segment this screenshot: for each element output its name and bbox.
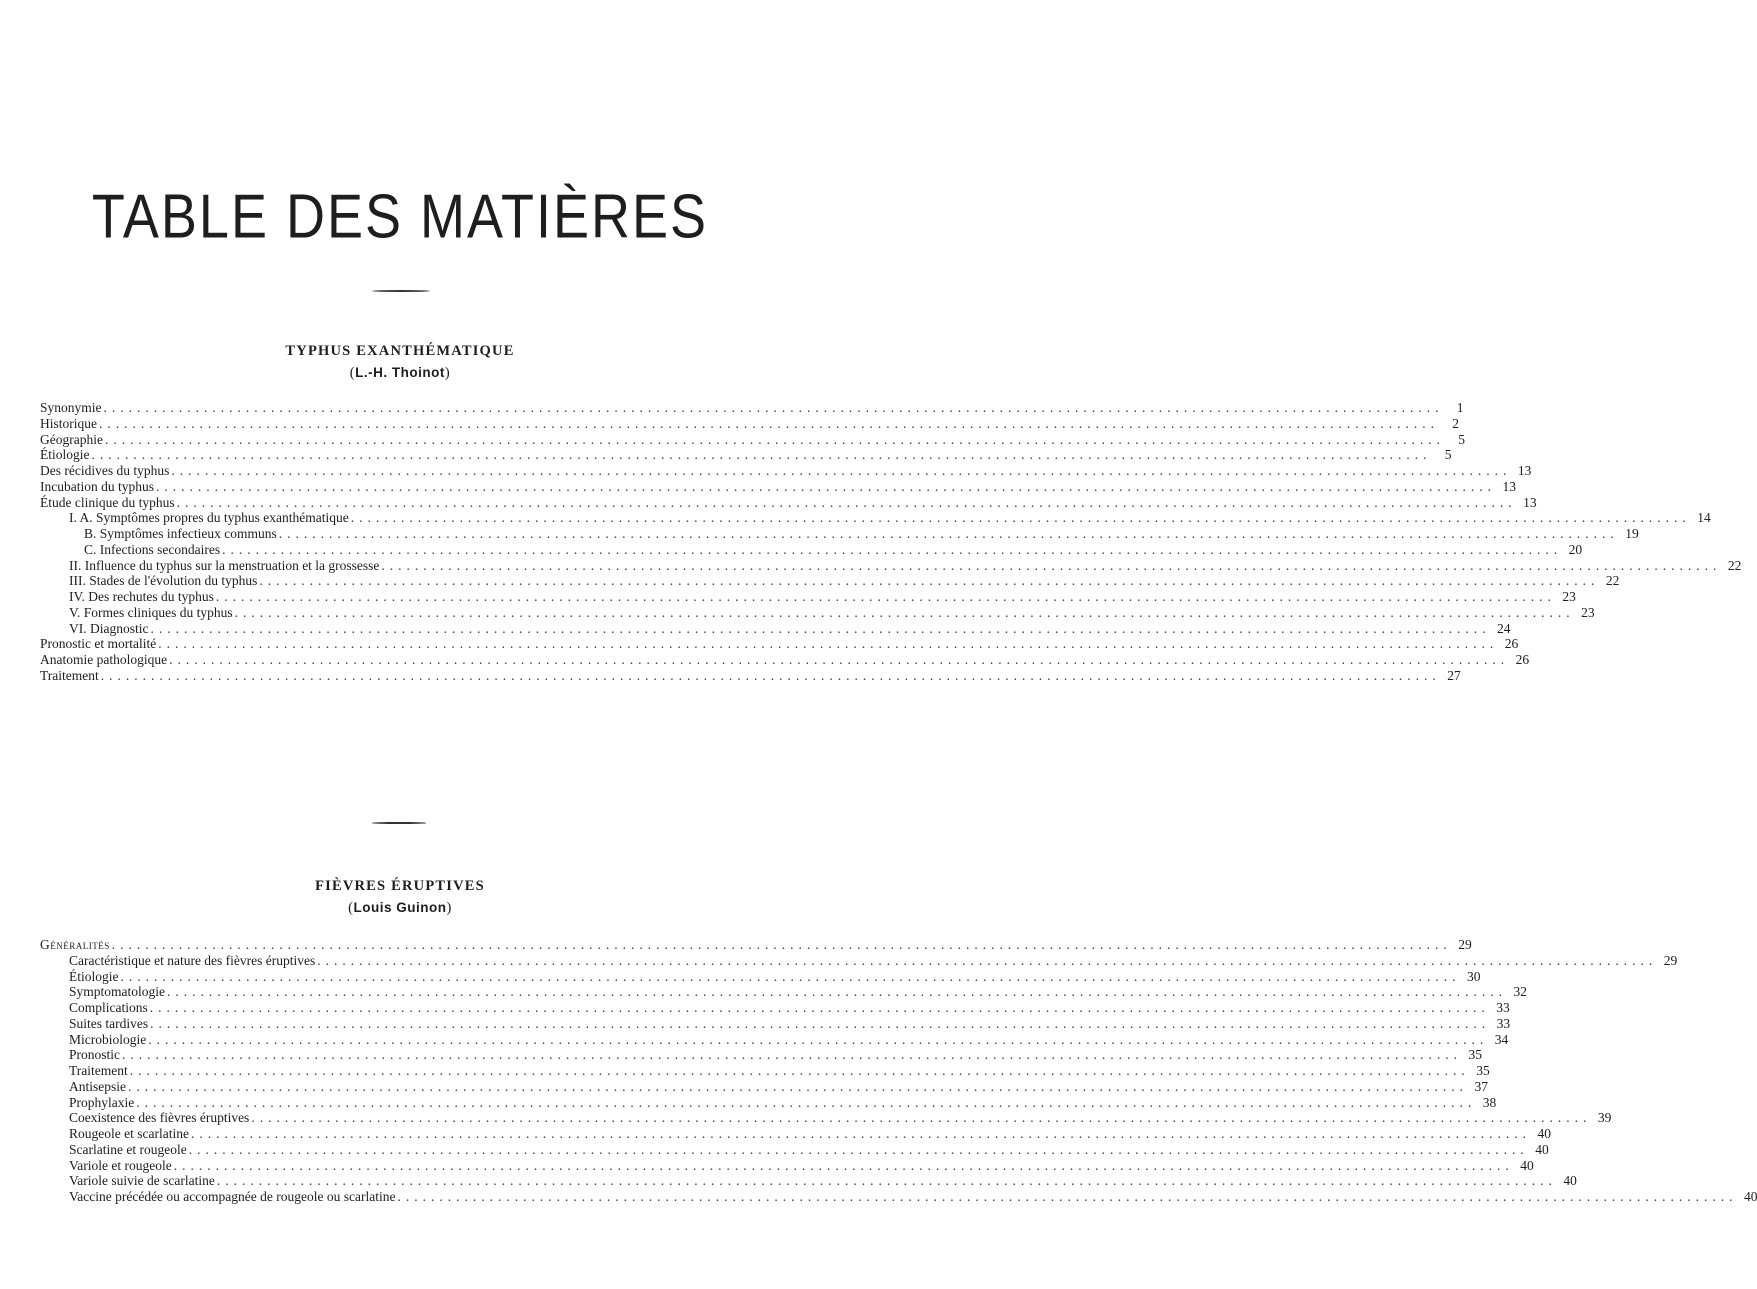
entry-label: Suites tardives [40,1016,150,1032]
toc-entry [40,557,1742,574]
entry-page: 5 [1458,431,1465,447]
leader-dots: ................................................................................................................................................................ [176,494,1517,510]
page-title: TABLE DES MATIÈRES [91,182,709,252]
entry-page: 40 [1520,1157,1534,1173]
entry-page: 13 [1523,494,1537,510]
entry-label: Pronostic et mortalité [40,636,157,652]
leader-dots: ................................................................................................................................................................ [136,1094,1477,1110]
leader-dots: ................................................................................................................................................................ [104,431,1445,447]
entry-page: 35 [1476,1063,1490,1078]
leader-dots: ................................................................................................................................................................ [259,573,1600,589]
entry-label: Prophylaxie [40,1095,136,1111]
leader-dots: ................................................................................................................................................................ [129,1063,1470,1078]
entry-page: 22 [1605,573,1620,589]
toc-entry [40,937,1472,953]
toc-entry [40,984,1527,1000]
entry-label: Pronostic [40,1047,122,1063]
entry-page: 20 [1568,541,1583,557]
toc-entry [40,1126,1551,1142]
entry-page: 32 [1513,984,1527,1000]
entry-label: Anatomie pathologique [40,652,168,667]
toc-entry [40,604,1595,621]
entry-page: 14 [1697,510,1711,526]
leader-dots: ................................................................................................................................................................ [397,1189,1738,1204]
toc-entry [40,589,1576,605]
leader-dots: ................................................................................................................................................................ [215,589,1556,604]
toc-entry [40,952,1678,969]
toc-entry [40,541,1583,558]
entry-page: 23 [1581,604,1595,620]
toc-entry [40,636,1519,652]
entry-page: 26 [1504,636,1519,652]
entry-page: 29 [1458,937,1472,952]
leader-dots: ................................................................................................................................................................ [167,984,1507,1000]
leader-dots: ................................................................................................................................................................ [381,557,1722,573]
entry-page: 38 [1482,1094,1497,1110]
title-divider [372,290,430,292]
leader-dots: ................................................................................................................................................................ [149,1000,1490,1015]
leader-dots: ................................................................................................................................................................ [99,415,1439,431]
leader-dots: ................................................................................................................................................................ [128,1078,1468,1094]
toc-entry [40,478,1516,495]
toc-entry [40,1141,1549,1158]
section-author-typhus [0,365,800,382]
leader-dots: ................................................................................................................................................................ [122,1047,1463,1063]
toc-entry [40,1015,1511,1032]
leader-dots: ................................................................................................................................................................ [150,1015,1491,1031]
entry-label: Microbiologie [40,1032,148,1048]
entry-page: 40 [1537,1126,1551,1141]
leader-dots: ................................................................................................................................................................ [158,636,1499,652]
entry-label: IV. Des rechutes du typhus [40,589,216,605]
toc-entry [40,968,1481,985]
leader-dots: ................................................................................................................................................................ [173,1157,1514,1173]
entry-page: 34 [1494,1031,1509,1047]
entry-page: 33 [1496,1000,1510,1015]
entry-page: 27 [1447,667,1461,683]
entry-label: Rougeole et scarlatine [40,1126,191,1142]
toc-entry [40,620,1511,637]
leader-dots: ................................................................................................................................................................ [188,1141,1529,1157]
section-heading-typhus: TYPHUS EXANTHÉMATIQUE [285,343,515,359]
leader-dots: ................................................................................................................................................................ [169,652,1510,667]
toc-entry [40,494,1537,511]
leader-dots: ................................................................................................................................................................ [148,1031,1489,1047]
author-open-paren: ( [349,365,356,381]
author-name: Louis Guinon [353,900,447,915]
entry-page: 33 [1496,1015,1511,1031]
entry-label: Géographie [40,431,103,447]
entry-page: 22 [1727,557,1742,573]
leader-dots: ................................................................................................................................................................ [171,463,1512,478]
toc-entry [40,1078,1488,1095]
leader-dots: ................................................................................................................................................................ [190,1126,1531,1141]
entry-label: B. Symptômes infectieux communs [40,526,279,542]
toc-entry [40,400,1464,416]
entry-label: Caractéristique et nature des fièvres éruptives [40,953,317,969]
toc-entry [40,1094,1497,1111]
toc-entry [40,652,1530,668]
section-author-fievres [0,900,800,917]
toc-typhus [40,400,1742,684]
toc-entry [40,1031,1509,1048]
author-open-paren: ( [348,900,354,916]
toc-entry [40,1063,1490,1079]
entry-page: 13 [1502,478,1516,494]
entry-page: 40 [1535,1141,1549,1157]
toc-entry [40,415,1459,432]
entry-label: Historique [40,415,97,431]
entry-page: 24 [1496,620,1511,636]
entry-page: 13 [1517,463,1532,478]
toc-entry [40,1110,1612,1126]
toc-entry [40,1173,1577,1189]
entry-page: 5 [1444,447,1452,463]
entry-page: 40 [1563,1173,1577,1189]
toc-entry [40,667,1461,684]
entry-label: Vaccine précédée ou accompagnée de rougeole ou scarlatine [40,1189,397,1205]
author-name: L.-H. Thoinot [355,365,445,380]
toc-entry [40,526,1639,542]
entry-label: C. Infections secondaires [40,542,222,558]
entry-label: Traitement [40,667,99,683]
leader-dots: ................................................................................................................................................................ [251,1110,1592,1126]
entry-page: 37 [1474,1078,1488,1094]
entry-label: I. A. Symptômes propres du typhus exanthématique [40,510,351,526]
entry-page: 23 [1562,589,1576,604]
entry-page: 2 [1452,415,1459,431]
entry-label: Coexistence des fièvres éruptives [40,1110,251,1126]
author-close-paren: ) [446,900,452,916]
leader-dots: ................................................................................................................................................................ [150,620,1491,636]
entry-page: 40 [1743,1189,1757,1204]
leader-dots: ................................................................................................................................................................ [100,667,1441,683]
toc-entry [40,1047,1483,1063]
entry-page: 39 [1597,1110,1612,1126]
leader-dots: ................................................................................................................................................................ [216,1173,1557,1189]
leader-dots: ................................................................................................................................................................ [278,526,1619,541]
entry-page: 30 [1467,968,1481,984]
entry-page: 29 [1663,952,1678,968]
entry-label: Généralités [40,937,110,952]
entry-label: Scarlatine et rougeole [40,1142,189,1158]
toc-entry [40,463,1532,479]
toc-entry [40,573,1620,589]
toc-entry [40,1157,1534,1174]
entry-label: Étiologie [40,969,121,985]
entry-label: Antisepsie [40,1079,128,1095]
author-close-paren: ) [444,365,451,381]
entry-label: Des récidives du typhus [40,463,170,478]
toc-entry [40,431,1465,448]
toc-entry [40,1000,1510,1016]
entry-label: V. Formes cliniques du typhus [40,605,235,621]
entry-label: Complications [40,1000,150,1016]
entry-page: 35 [1468,1047,1483,1063]
leader-dots: ................................................................................................................................................................ [317,952,1658,968]
entry-label: Symptomatologie [40,984,167,1000]
section-divider [372,822,426,824]
entry-label: Traitement [40,1063,130,1079]
entry-label: II. Influence du typhus sur la menstruation et la grossesse [40,558,381,574]
entry-label: Synonymie [40,400,102,415]
leader-dots: ................................................................................................................................................................ [120,968,1461,984]
leader-dots: ................................................................................................................................................................ [234,604,1575,620]
section-heading-fievres: FIÈVRES ÉRUPTIVES [315,878,485,894]
toc-entry [40,447,1452,463]
leader-dots: ................................................................................................................................................................ [222,541,1563,557]
toc-entry [40,510,1711,526]
leader-dots: ................................................................................................................................................................ [103,400,1444,415]
entry-label: VI. Diagnostic [40,621,150,637]
leader-dots: ................................................................................................................................................................ [156,478,1496,494]
leader-dots: ................................................................................................................................................................ [350,510,1691,526]
entry-label: Variole et rougeole [40,1158,174,1174]
toc-entry [40,1189,1757,1205]
entry-page: 1 [1456,400,1464,415]
leader-dots: ................................................................................................................................................................ [91,447,1432,463]
entry-label: Étude clinique du typhus [40,494,175,510]
leader-dots: ................................................................................................................................................................ [111,937,1452,952]
entry-label: III. Stades de l'évolution du typhus [40,573,259,589]
entry-page: 19 [1625,526,1639,541]
entry-page: 26 [1515,652,1530,667]
entry-label: Incubation du typhus [40,478,154,494]
entry-label: Variole suivie de scarlatine [40,1173,217,1189]
entry-label: Étiologie [40,447,90,463]
toc-fievres [40,937,1757,1205]
